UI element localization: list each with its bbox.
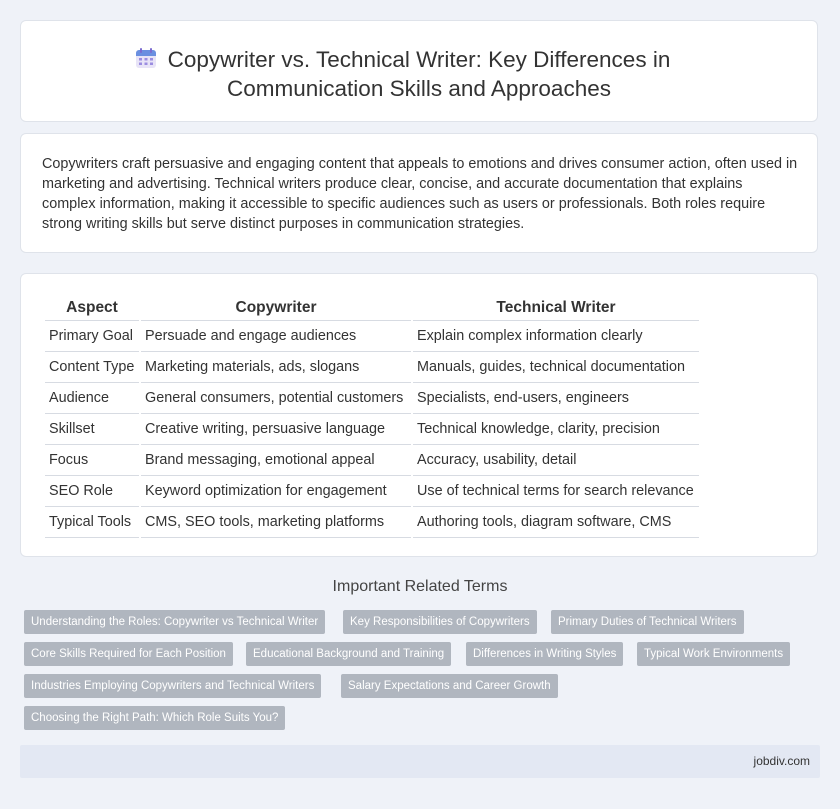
- row-aspect: Skillset: [45, 414, 139, 445]
- related-terms-heading: Important Related Terms: [332, 578, 508, 595]
- table-row: [45, 476, 699, 507]
- row-copywriter: Marketing materials, ads, slogans: [141, 352, 411, 383]
- header-aspect: Aspect: [45, 295, 139, 321]
- comparison-card: [20, 273, 818, 557]
- table-row: [45, 352, 699, 383]
- related-tag[interactable]: Differences in Writing Styles: [466, 642, 623, 666]
- row-technical-writer: Authoring tools, diagram software, CMS: [413, 507, 699, 538]
- header-copywriter: Copywriter: [141, 295, 411, 321]
- row-technical-writer: Use of technical terms for search relevance: [413, 476, 699, 507]
- table-row: [45, 445, 699, 476]
- related-tag[interactable]: Key Responsibilities of Copywriters: [343, 610, 537, 634]
- related-tag[interactable]: Typical Work Environments: [637, 642, 790, 666]
- related-tag[interactable]: Choosing the Right Path: Which Role Suits You?: [24, 706, 285, 730]
- table-row: [45, 414, 699, 445]
- row-aspect: Primary Goal: [45, 321, 139, 352]
- footer-site[interactable]: jobdiv.com: [753, 754, 810, 768]
- table-header-row: [45, 295, 699, 321]
- row-copywriter: Creative writing, persuasive language: [141, 414, 411, 445]
- comparison-table: [43, 295, 701, 538]
- row-aspect: Focus: [45, 445, 139, 476]
- row-copywriter: Persuade and engage audiences: [141, 321, 411, 352]
- related-tag[interactable]: Understanding the Roles: Copywriter vs Technical Writer: [24, 610, 325, 634]
- row-copywriter: Brand messaging, emotional appeal: [141, 445, 411, 476]
- footer: [20, 745, 820, 778]
- table-row: [45, 507, 699, 538]
- row-technical-writer: Explain complex information clearly: [413, 321, 699, 352]
- page-title: Copywriter vs. Technical Writer: Key Differences in Communication Skills and Approaches: [167, 47, 671, 101]
- table-row: [45, 383, 699, 414]
- row-copywriter: CMS, SEO tools, marketing platforms: [141, 507, 411, 538]
- row-technical-writer: Technical knowledge, clarity, precision: [413, 414, 699, 445]
- intro-paragraph: Copywriters craft persuasive and engaging content that appeals to emotions and drives consumer action, often used in marketing and advertising. Technical writers produce clear, concise, and accurate documentation that explains complex information, making it accessible to specific audiences such as users or professionals. Both roles require strong writing skills but serve distinct purposes in communication strategies.: [42, 156, 798, 232]
- table-row: [45, 321, 699, 352]
- row-aspect: Typical Tools: [45, 507, 139, 538]
- row-copywriter: General consumers, potential customers: [141, 383, 411, 414]
- related-tag[interactable]: Primary Duties of Technical Writers: [551, 610, 744, 634]
- header-technical-writer: Technical Writer: [413, 295, 699, 321]
- row-aspect: SEO Role: [45, 476, 139, 507]
- row-technical-writer: Manuals, guides, technical documentation: [413, 352, 699, 383]
- title-card: [20, 20, 818, 122]
- intro-card: [20, 133, 818, 253]
- row-technical-writer: Specialists, end-users, engineers: [413, 383, 699, 414]
- row-aspect: Content Type: [45, 352, 139, 383]
- row-aspect: Audience: [45, 383, 139, 414]
- row-technical-writer: Accuracy, usability, detail: [413, 445, 699, 476]
- related-tag[interactable]: Salary Expectations and Career Growth: [341, 674, 558, 698]
- related-tag[interactable]: Core Skills Required for Each Position: [24, 642, 233, 666]
- related-tag[interactable]: Educational Background and Training: [246, 642, 451, 666]
- row-copywriter: Keyword optimization for engagement: [141, 476, 411, 507]
- related-tag[interactable]: Industries Employing Copywriters and Technical Writers: [24, 674, 321, 698]
